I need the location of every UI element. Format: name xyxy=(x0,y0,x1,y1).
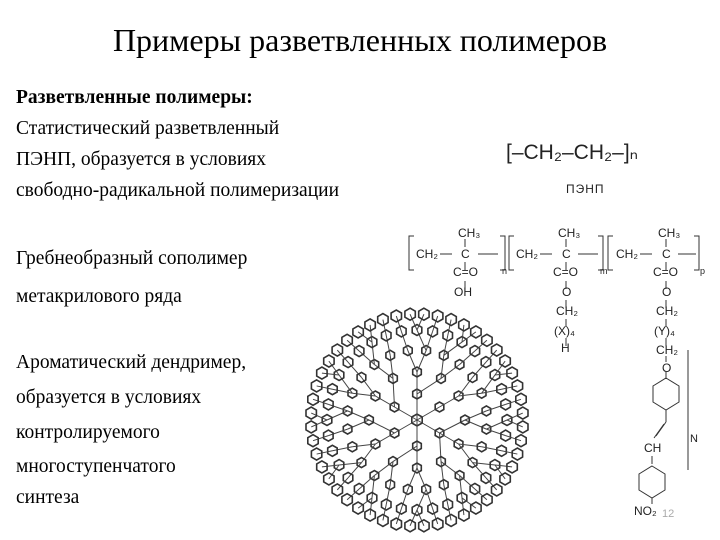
bond-line xyxy=(375,396,394,407)
chem-label: CH xyxy=(644,441,662,455)
benzene-ring-icon xyxy=(454,439,463,449)
bond-line xyxy=(339,375,352,393)
bond-line xyxy=(462,332,476,342)
benzene-ring-icon xyxy=(404,346,413,356)
text-line: Гребнеобразный сополимер xyxy=(16,248,248,269)
bond-line xyxy=(359,476,374,489)
chem-label: CH₃ xyxy=(558,226,581,240)
benzene-ring-icon xyxy=(482,494,492,506)
bond-line xyxy=(459,444,482,447)
benzene-ring-icon xyxy=(454,391,463,401)
benzene-ring-icon xyxy=(457,492,467,503)
bond-line xyxy=(393,446,417,462)
bond-line xyxy=(369,420,394,433)
chem-label: H xyxy=(561,341,570,355)
text-line: многоступенчатого xyxy=(16,456,176,477)
bond-line xyxy=(426,489,432,508)
benzene-ring-icon xyxy=(405,308,415,320)
bond-line xyxy=(417,378,441,394)
bond-line xyxy=(495,361,505,375)
bond-line xyxy=(328,429,347,435)
bond-line xyxy=(441,462,460,476)
benzene-ring-icon xyxy=(419,308,429,320)
bond-line xyxy=(394,407,417,420)
bond-line xyxy=(495,465,505,479)
bond-line xyxy=(448,505,451,521)
bond-line xyxy=(486,404,505,410)
bond-line xyxy=(486,350,497,362)
benzene-ring-icon xyxy=(419,520,429,532)
benzene-ring-icon xyxy=(322,415,332,426)
bond-line xyxy=(348,420,369,429)
benzene-ring-icon xyxy=(391,518,401,530)
bond-line xyxy=(410,314,417,330)
benzene-ring-icon xyxy=(440,480,449,490)
bond-line xyxy=(348,463,361,478)
bond-line xyxy=(473,463,495,465)
benzene-ring-icon xyxy=(471,326,481,338)
benzene-ring-icon xyxy=(357,458,366,468)
benzene-ring-icon xyxy=(443,330,453,341)
bond-line xyxy=(506,436,521,441)
benzene-ring-icon xyxy=(413,389,422,399)
benzene-ring-icon xyxy=(370,360,379,370)
chem-label: NO₂ xyxy=(634,504,657,518)
polyethylene-formula: [–CH₂–CH₂–]ₙ xyxy=(506,141,639,164)
bond-line xyxy=(475,340,487,351)
benzene-ring-icon xyxy=(500,473,510,485)
benzene-ring-icon xyxy=(422,484,431,494)
bond-line xyxy=(370,498,372,515)
benzene-ring-icon xyxy=(306,421,316,433)
benzene-ring-icon xyxy=(332,484,342,496)
bond-line xyxy=(460,476,462,498)
benzene-ring-icon xyxy=(404,484,413,494)
bond-line xyxy=(502,451,518,454)
benzene-ring-icon xyxy=(492,484,502,496)
bond-line xyxy=(486,420,507,429)
text-line: свободно-радикальной полимеризации xyxy=(16,180,340,201)
benzene-ring-icon xyxy=(354,483,364,494)
bond-line xyxy=(444,485,448,505)
chem-label: CH₂ xyxy=(616,247,638,261)
slide-title: Примеры разветвленных полимеров xyxy=(112,22,608,58)
benzene-ring-icon xyxy=(507,367,517,379)
chem-label: (X)₄ xyxy=(554,324,575,338)
chem-label: CH₂ xyxy=(656,343,678,357)
benzene-ring-icon xyxy=(455,471,464,481)
bond-line xyxy=(433,509,438,524)
benzene-ring-icon xyxy=(435,428,444,438)
benzene-ring-icon xyxy=(437,457,446,467)
benzene-ring-icon xyxy=(446,514,456,526)
bond-line xyxy=(348,411,369,420)
benzene-ring-icon xyxy=(311,448,321,460)
bond-line xyxy=(408,468,417,489)
bond-line xyxy=(347,489,359,500)
benzene-ring-icon xyxy=(512,448,522,460)
benzene-ring-icon xyxy=(348,388,357,398)
bond-line xyxy=(417,420,440,433)
benzene-ring-icon xyxy=(433,518,443,530)
benzene-ring-icon xyxy=(371,391,380,401)
bond-line xyxy=(317,386,333,389)
benzene-ring-icon xyxy=(468,458,477,468)
bond-line xyxy=(417,468,426,489)
benzene-ring-icon xyxy=(502,415,512,426)
benzene-ring-icon xyxy=(386,350,395,360)
benzene-ring-icon xyxy=(308,435,318,447)
benzene-ring-icon xyxy=(507,461,517,473)
text-line: ПЭНП, образуется в условиях xyxy=(16,149,266,170)
benzene-ring-icon xyxy=(500,355,510,367)
benzene-ring-icon xyxy=(342,334,352,346)
chem-label: C xyxy=(562,247,571,261)
chem-label: C xyxy=(461,247,470,261)
bond-line xyxy=(372,342,374,364)
text-line: Статистический разветвленный xyxy=(16,118,280,139)
bond-line xyxy=(390,355,393,378)
bond-line xyxy=(337,478,348,490)
chem-label: CH₂ xyxy=(556,304,578,318)
bond-line xyxy=(486,429,505,435)
benzene-ring-icon xyxy=(405,520,415,532)
benzene-ring-icon xyxy=(412,505,422,516)
bond-line xyxy=(459,393,482,396)
benzene-ring-icon xyxy=(334,370,344,381)
benzene-ring-icon xyxy=(413,463,422,473)
bond-line xyxy=(462,498,464,515)
bond-line xyxy=(370,325,372,342)
benzene-ring-icon xyxy=(311,380,321,392)
benzene-ring-icon xyxy=(512,380,522,392)
benzene-ring-icon xyxy=(317,461,327,473)
bond-line xyxy=(317,451,333,454)
bond-line xyxy=(462,325,464,342)
benzene-ring-icon xyxy=(477,388,486,398)
chem-label: n xyxy=(502,266,508,276)
benzene-ring-icon xyxy=(435,402,444,412)
benzene-ring-icon xyxy=(343,424,352,434)
benzene-ring-icon xyxy=(306,407,316,419)
bond-line xyxy=(359,351,374,364)
benzene-ring-icon xyxy=(371,439,380,449)
benzene-ring-icon xyxy=(389,457,398,467)
bond-line xyxy=(473,463,486,478)
chem-label: N xyxy=(690,433,698,445)
chem-label: O xyxy=(662,285,672,299)
benzene-ring-icon xyxy=(518,421,528,433)
bond-line xyxy=(440,396,459,407)
bond-line xyxy=(361,444,375,463)
benzene-ring-icon xyxy=(518,407,528,419)
text-line: метакрилового ряда xyxy=(16,286,182,307)
bond-line xyxy=(459,377,473,396)
bond-line xyxy=(352,393,375,396)
benzene-ring-icon xyxy=(459,509,469,521)
benzene-ring-icon xyxy=(516,393,526,405)
benzene-ring-icon xyxy=(482,406,491,416)
benzene-ring-icon xyxy=(470,483,480,494)
bond-line xyxy=(417,407,440,420)
bond-line xyxy=(465,420,486,429)
benzene-ring-icon xyxy=(324,355,334,367)
benzene-ring-icon xyxy=(332,344,342,356)
benzene-ring-icon xyxy=(459,319,469,331)
bond-line xyxy=(372,476,374,498)
benzene-ring-icon xyxy=(413,367,422,377)
benzene-ring-icon xyxy=(390,402,399,412)
bond-line xyxy=(460,351,475,364)
benzene-ring-icon xyxy=(389,373,398,383)
bond-line xyxy=(374,364,393,378)
bond-line xyxy=(441,355,444,378)
benzene-ring-icon xyxy=(446,314,456,326)
benzene-ring-icon xyxy=(443,499,453,510)
bond-line xyxy=(348,362,361,377)
bond-line xyxy=(448,320,451,336)
benzene-ring-icon xyxy=(378,514,388,526)
text-line: контролируемого xyxy=(16,422,160,443)
benzene-ring-icon xyxy=(412,325,422,336)
benzene-ring-icon xyxy=(342,494,352,506)
chem-label: O xyxy=(662,361,672,375)
benzene-ring-icon xyxy=(428,503,438,514)
benzene-ring-icon xyxy=(328,384,338,395)
bond-line xyxy=(462,498,476,508)
bond-line xyxy=(375,433,394,444)
polyethylene-label: ПЭНП xyxy=(566,182,605,196)
bond-line xyxy=(339,463,361,465)
benzene-ring-icon xyxy=(422,346,431,356)
benzene-ring-icon xyxy=(386,480,395,490)
benzene-ring-icon xyxy=(481,357,491,368)
chem-label: C xyxy=(662,247,671,261)
bond-line xyxy=(311,413,327,420)
bond-line xyxy=(386,335,390,355)
bond-line xyxy=(390,462,393,485)
chem-label: m xyxy=(600,266,608,276)
chem-label: CH₃ xyxy=(458,226,481,240)
benzene-ring-icon xyxy=(471,502,481,514)
benzene-ring-icon xyxy=(397,326,407,337)
benzene-ring-icon xyxy=(324,430,334,441)
bond-line xyxy=(465,411,486,420)
text-line: образуется в условиях xyxy=(16,387,202,408)
bond-line xyxy=(459,444,473,463)
benzene-ring-icon xyxy=(353,502,363,514)
benzene-ring-icon xyxy=(490,460,500,471)
bond-line xyxy=(328,404,347,410)
bond-line xyxy=(482,447,502,451)
benzene-ring-icon xyxy=(492,344,502,356)
bond-line xyxy=(394,420,417,433)
bond-line xyxy=(495,373,512,375)
benzene-ring-icon xyxy=(497,445,507,456)
benzene-ring-icon xyxy=(397,503,407,514)
benzene-ring-icon xyxy=(440,350,449,360)
bond-line xyxy=(396,509,401,524)
benzene-ring-icon xyxy=(477,442,486,452)
bond-line xyxy=(460,476,475,489)
benzene-ring-icon xyxy=(516,435,526,447)
bond-line xyxy=(440,433,441,462)
benzene-ring-icon xyxy=(481,472,491,483)
benzene-ring-icon xyxy=(455,360,464,370)
benzene-ring-icon xyxy=(482,334,492,346)
benzene-ring-icon xyxy=(470,346,480,357)
bond-line xyxy=(475,489,487,500)
benzene-ring-icon xyxy=(390,428,399,438)
chem-label: CH₃ xyxy=(658,226,681,240)
benzene-ring-icon xyxy=(357,372,366,382)
benzene-ring-icon xyxy=(354,346,364,357)
benzene-ring-icon xyxy=(378,314,388,326)
bond-line xyxy=(410,510,417,526)
bond-line xyxy=(426,331,432,350)
bond-line xyxy=(396,316,401,331)
chem-label: CH₂ xyxy=(656,304,678,318)
benzene-ring-icon xyxy=(412,414,422,426)
bond-line xyxy=(507,413,523,420)
benzene-ring-icon xyxy=(433,310,443,322)
benzene-ring-icon xyxy=(328,445,338,456)
benzene-ring-icon xyxy=(501,430,511,441)
benzene-ring-icon xyxy=(382,330,392,341)
bond-line xyxy=(495,465,512,467)
bond-line xyxy=(337,350,348,362)
bond-line xyxy=(313,399,328,404)
bond-line xyxy=(383,320,386,336)
page-number: 12 xyxy=(662,508,675,520)
benzene-ring-icon xyxy=(437,373,446,383)
bond-line xyxy=(332,447,352,451)
benzene-ring-icon xyxy=(343,472,353,483)
chem-label: C=O xyxy=(453,265,479,279)
chem-label: p xyxy=(700,266,706,276)
bond-line xyxy=(329,465,339,479)
bond-line xyxy=(361,377,375,396)
chem-label: (Y)₄ xyxy=(654,324,675,338)
benzene-ring-icon xyxy=(457,337,467,348)
bond-line xyxy=(441,364,460,378)
text-line: синтеза xyxy=(16,487,80,508)
bond-line xyxy=(417,330,426,351)
benzene-ring-icon xyxy=(308,393,318,405)
chem-label: OH xyxy=(454,285,472,299)
bond-line xyxy=(358,332,372,342)
benzene-ring-icon xyxy=(428,326,438,337)
benzene-ring-icon xyxy=(365,509,375,521)
bond-line xyxy=(383,505,386,521)
benzene-ring-icon xyxy=(353,326,363,338)
bond-line xyxy=(417,510,424,526)
bond-line xyxy=(313,436,328,441)
text-line: Ароматический дендример, xyxy=(16,352,247,373)
bond-line xyxy=(502,386,518,389)
bond-line xyxy=(417,489,426,510)
benzene-ring-icon xyxy=(382,499,392,510)
chem-label: O xyxy=(562,285,572,299)
bond-line xyxy=(440,433,459,444)
bond-line xyxy=(386,485,390,505)
bond-line xyxy=(322,373,339,375)
bond-line xyxy=(433,316,438,331)
benzene-ring-icon xyxy=(317,367,327,379)
benzene-ring-icon xyxy=(324,473,334,485)
bond-line xyxy=(358,498,372,508)
benzene-ring-icon xyxy=(367,492,377,503)
bond-line xyxy=(441,462,444,485)
bond-line xyxy=(506,399,521,404)
benzene-ring-icon xyxy=(365,415,374,425)
bond-line xyxy=(347,340,359,351)
bond-line xyxy=(408,351,417,372)
benzene-ring-icon xyxy=(482,424,491,434)
bond-line xyxy=(352,444,375,447)
benzene-ring-icon xyxy=(324,399,334,410)
bond-line xyxy=(417,351,426,372)
benzene-ring-icon xyxy=(468,372,477,382)
section-heading: Разветвленные полимеры: xyxy=(16,87,253,108)
bond-line xyxy=(401,331,407,350)
benzene-ring-icon xyxy=(334,460,344,471)
benzene-ring-icon xyxy=(391,310,401,322)
benzene-ring-icon xyxy=(413,441,422,451)
bond-line xyxy=(327,411,348,420)
benzene-ring-icon xyxy=(348,442,357,452)
benzene-ring-icon xyxy=(490,370,500,381)
bond-line xyxy=(482,389,502,393)
bond-line xyxy=(444,342,462,355)
bond-line xyxy=(482,375,495,393)
bond-line xyxy=(401,489,407,508)
bond-line xyxy=(473,362,486,377)
chem-label: C=O xyxy=(553,265,579,279)
bond-line xyxy=(329,361,339,375)
chem-label: CH₂ xyxy=(416,247,438,261)
bond-line xyxy=(393,378,394,407)
bond-line xyxy=(311,420,327,427)
benzene-ring-icon xyxy=(367,337,377,348)
benzene-ring-icon xyxy=(461,415,470,425)
benzene-ring-icon xyxy=(501,399,511,410)
bond-line xyxy=(507,420,523,427)
bond-line xyxy=(332,389,352,393)
bond-line xyxy=(322,465,339,467)
bond-line xyxy=(444,335,448,355)
benzene-ring-icon xyxy=(497,384,507,395)
bond-line xyxy=(486,478,497,490)
bond-line xyxy=(374,462,393,476)
benzene-ring-icon xyxy=(343,406,352,416)
bond-line xyxy=(417,314,424,330)
chem-label: C=O xyxy=(653,265,679,279)
bond-line xyxy=(440,420,465,433)
chem-label: CH₂ xyxy=(516,247,538,261)
benzene-ring-icon xyxy=(365,319,375,331)
benzene-ring-icon xyxy=(343,357,353,368)
benzene-ring-icon xyxy=(370,471,379,481)
